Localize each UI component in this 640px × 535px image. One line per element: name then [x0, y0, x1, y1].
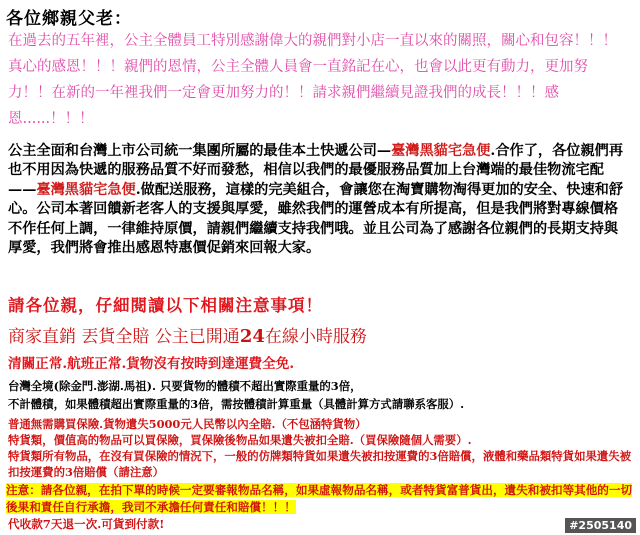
- notice-heading: 請各位親，仔細閱讀以下相關注意事項！: [8, 296, 323, 315]
- service-hours-number: 24: [239, 326, 265, 347]
- declaration-warning-text: 注意：請各位親，在拍下單的時候一定要審報物品名稱，如果虛報物品名稱，或者特貨富普貨出，遺失和被扣等其他的一切後果和責任自行承擔，我司不承擔任何責任和賠償！！！: [6, 483, 633, 514]
- image-id-watermark: #2505140: [565, 518, 636, 533]
- paragraph-text-1: 公主全面和台灣上市公司統一集團所屬的最佳本土快遞公司—: [8, 143, 392, 159]
- service-text-3: 公主已開通: [154, 327, 240, 347]
- paragraph-text-2: .合作了，各位親們再也不用因為快遞的服務品質不好而發愁，相信以我們的最優服務品質加上台灣端的最佳物流宅配——: [8, 143, 624, 198]
- page-heading: 各位鄉親父老：: [6, 9, 132, 29]
- weight-rule-1: 台灣全境(除金門.澎湖.馬祖). 只要貨物的體積不超出實際重量的3倍，: [8, 379, 362, 393]
- thanks-paragraph: 在過去的五年裡，公主全體員工特別感謝偉大的親們對小店一直以來的關照，關心和包容！！！真心的感恩！！！親們的恩情，公主全體人員會一直銘記在心，也會以此更有動力，更加努力！！在新的一年裡我們一定會更加努力的！！請求親們繼續見證我們的成長！！！感恩......！！！: [8, 33, 617, 127]
- service-text-4: 在線小時服務: [264, 327, 367, 347]
- insurance-rule-3: 特貨類所有物品，在沒有買保險的情況下，一般的仿牌類特貨如果遺失被扣按運費的3倍賠償，液體和藥品類特貨如果遺失被扣按運費的3倍賠償（請注意）: [8, 449, 632, 479]
- insurance-rule-2: 特貨類，價值高的物品可以買保險，買保險後物品如果遺失被扣全賠.（買保險隨個人需要）.: [8, 433, 472, 447]
- paragraph-text-3: .做配送服務，這樣的完美組合，會讓您在淘寶購物淘得更加的安全、快速和舒心。公司本著回饋新老客人的支援與厚愛，雖然我們的運營成本有所提高，但是我們將對專線價格不作任何上調，一律維持原價，請親們繼續支持我們哦。並且公司為了感謝各位親們的長期支持與厚愛，我們將會推出感恩特惠價促銷來回報大家。: [8, 181, 624, 257]
- customs-note: 清關正常.航班正常.貨物沒有按時到達運費全免.: [8, 356, 295, 372]
- service-text-1: 商家直銷: [8, 327, 76, 347]
- weight-rule-2: 不計體積，如果體積超出實際重量的3倍，需按體積計算重量（具體計算方式請聯系客服）.: [8, 397, 465, 411]
- brand-name-1: 臺灣黑貓宅急便: [391, 143, 491, 159]
- refund-note: 代收款7天退一次.可貨到付款!: [8, 517, 165, 531]
- shipping-partner-paragraph: [8, 142, 632, 258]
- service-text-2: 丟貨全賠: [81, 327, 150, 347]
- service-banner: [8, 322, 367, 347]
- declaration-warning: [6, 482, 634, 516]
- brand-name-2: 臺灣黑貓宅急便: [36, 181, 136, 198]
- insurance-rule-1: 普通無需購買保險.貨物遺失5000元人民幣以內全賠.（不包涵特貨物）: [8, 417, 367, 431]
